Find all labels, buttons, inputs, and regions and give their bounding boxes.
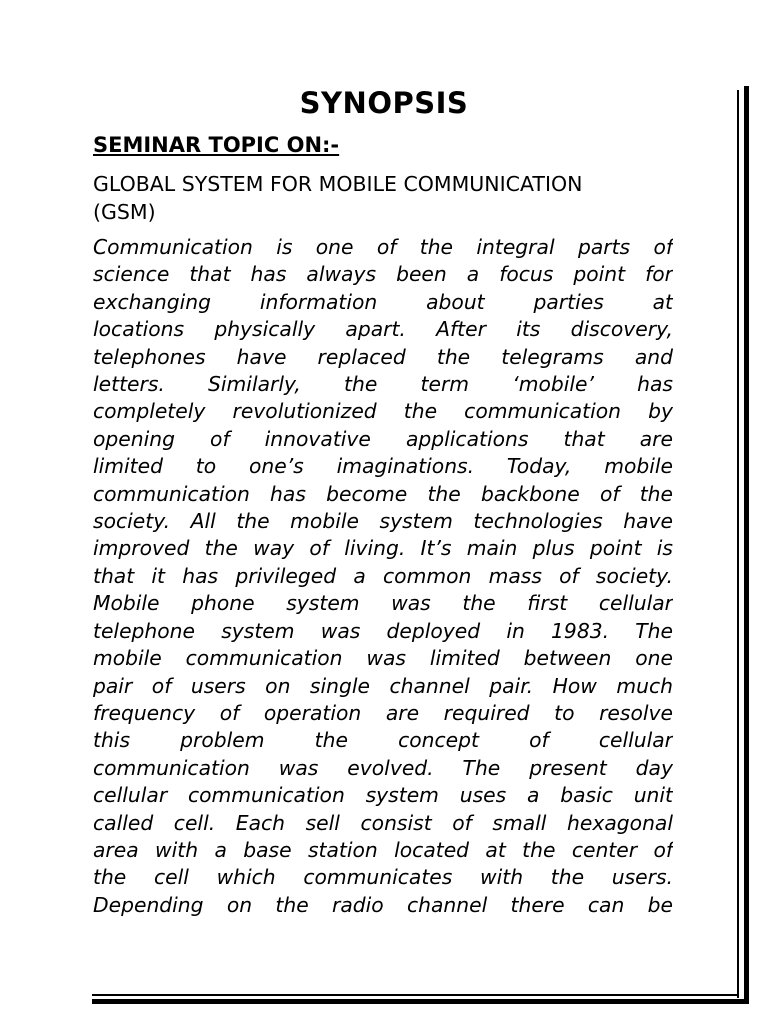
- body-line: science that has always been a focus point for: [93, 262, 673, 287]
- body-line: communication was evolved. The present day: [93, 755, 673, 780]
- topic-name-line: GLOBAL SYSTEM FOR MOBILE COMMUNICATION: [93, 172, 583, 196]
- body-line: letters. Similarly, the term ‘mobile’ has: [93, 372, 673, 397]
- body-line: Mobile phone system was the first cellular: [93, 591, 673, 616]
- body-line: frequency of operation are required to resolve: [93, 700, 673, 725]
- body-paragraph: [93, 234, 673, 919]
- body-line: locations physically apart. After its discovery,: [93, 317, 673, 342]
- body-line: called cell. Each sell consist of small hexagonal: [93, 810, 673, 835]
- body-line: cellular communication system uses a basic unit: [93, 783, 673, 808]
- page-title: SYNOPSIS: [299, 86, 469, 120]
- body-line: opening of innovative applications that are: [93, 426, 673, 451]
- body-line: mobile communication was limited between one: [93, 646, 673, 671]
- body-line: exchanging information about parties at: [93, 289, 673, 314]
- seminar-topic-name: [93, 170, 673, 226]
- body-line: communication has become the backbone of the: [93, 481, 673, 506]
- body-line: telephone system was deployed in 1983. The: [93, 618, 673, 643]
- body-line: Depending on the radio channel there can be: [93, 892, 673, 917]
- body-line: society. All the mobile system technologies have: [93, 509, 673, 534]
- body-line: limited to one’s imaginations. Today, mobile: [93, 454, 673, 479]
- body-line: improved the way of living. It’s main plus point is: [93, 536, 673, 561]
- body-line: Communication is one of the integral parts of: [93, 235, 673, 259]
- body-line: the cell which communicates with the users.: [93, 865, 673, 890]
- body-line: area with a base station located at the center of: [93, 837, 673, 862]
- body-line: telephones have replaced the telegrams and: [93, 344, 673, 369]
- body-line: pair of users on single channel pair. How much: [93, 673, 673, 698]
- page-border-right-outer: [744, 86, 749, 1004]
- topic-name-line: (GSM): [93, 200, 156, 224]
- body-line: completely revolutionized the communication by: [93, 399, 673, 424]
- seminar-topic-heading: SEMINAR TOPIC ON:-: [93, 133, 340, 157]
- page-border-bottom-outer: [92, 999, 749, 1004]
- page-border-right-inner: [737, 90, 739, 998]
- page-border-bottom-inner: [92, 994, 739, 996]
- body-line: this problem the concept of cellular: [93, 728, 673, 753]
- body-line: that it has privileged a common mass of society.: [93, 563, 673, 588]
